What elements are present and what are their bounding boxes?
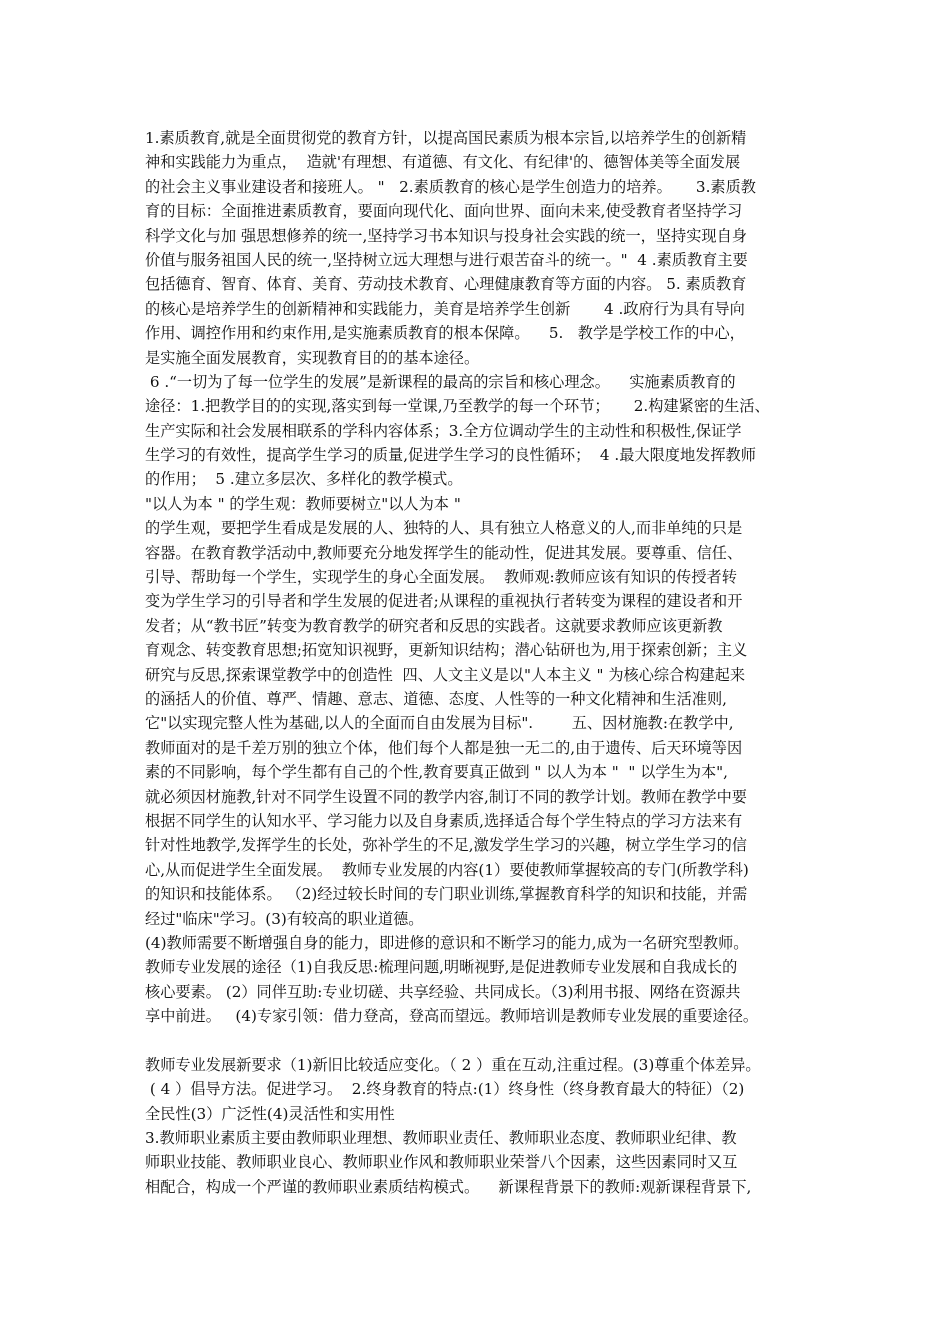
text-line: 是实施全面发展教育，实现教育目的的基本途径。: [145, 348, 480, 367]
text-line: 经过"临床"学习。(3)有较高的职业道德。: [145, 909, 424, 928]
text-line: "以人为本 " 的学生观：教师要树立"以人为本 ": [145, 494, 461, 513]
text-line: 作用、调控作用和约束作用,是实施素质教育的根本保障。 5. 教学是学校工作的中心，: [145, 324, 745, 343]
text-line: 发者；从“教书匠”转变为教育教学的研究者和反思的实践者。这就要求教师应该更新教: [145, 616, 723, 635]
text-line: 享中前进。 (4)专家引领：借力登高，登高而望远。教师培训是教师专业发展的重要途径。: [145, 1007, 759, 1026]
text-line: 研究与反思,探索课堂教学中的创造性 四、人文主义是以"人本主义 " 为核心综合构建起来: [145, 665, 746, 684]
text-line: 根据不同学生的认知水平、学习能力以及自身素质,选择适合每个学生特点的学习方法来有: [145, 811, 743, 830]
text-line: 神和实践能力为重点， 造就'有理想、有道德、有文化、有纪律'的、德智体美等全面发展: [145, 153, 741, 172]
text-line: 引导、帮助每一个学生，实现学生的身心全面发展。 教师观:教师应该有知识的传授者转: [145, 568, 737, 587]
text-line: 它"以实现完整人性为基础,以人的全面而自由发展为目标". 五、因材施教:在教学中,: [145, 714, 734, 733]
text-line: 容器。在教育教学活动中,教师要充分地发挥学生的能动性，促进其发展。要尊重、信任、: [145, 543, 743, 562]
text-line: 教师专业发展的途径（1)自我反思:梳理问题,明晰视野,是促进教师专业发展和自我成长的: [145, 958, 738, 977]
text-line: 育的目标：全面推进素质教育，要面向现代化、面向世界、面向未来,使受教育者坚持学习: [145, 202, 743, 221]
text-line: 就必须因材施教,针对不同学生设置不同的教学内容,制订不同的教学计划。教师在教学中要: [145, 787, 747, 806]
text-line: 全民性(3）广泛性(4)灵活性和实用性: [145, 1104, 395, 1123]
text-line: 的知识和技能体系。 （2)经过较长时间的专门职业训练,掌握教育科学的知识和技能，并需: [145, 885, 748, 904]
text-line: 的作用； 5 .建立多层次、多样化的教学模式。: [145, 470, 463, 489]
text-line: 1.素质教育,就是全面贯彻党的教育方针，以提高国民素质为根本宗旨,以培养学生的创新精: [145, 129, 747, 147]
text-line: 的社会主义事业建设者和接班人。 " 2.素质教育的核心是学生创造力的培养。 3.素质教: [145, 177, 756, 196]
text-line: 核心要素。 (2）同伴互助:专业切磋、共享经验、共同成长。（3)利用书报、网络在资源共: [145, 982, 741, 1001]
text-line: 价值与服务祖国人民的统一,坚持树立远大理想与进行艰苦奋斗的统一。" 4 .素质教育主要: [145, 250, 748, 269]
text-line: 途径：1.把教学目的的实现,落实到每一堂课,乃至教学的每一个环节； 2.构建紧密的生活、: [145, 397, 770, 416]
text-line: 生产实际和社会发展相联系的学科内容体系；3.全方位调动学生的主动性和积极性,保证学: [145, 421, 742, 440]
text-line: 针对性地教学,发挥学生的长处，弥补学生的不足,激发学生学习的兴趣，树立学生学习的信: [145, 836, 747, 855]
text-line: 心,从而促进学生全面发展。 教师专业发展的内容(1）要使教师掌握较高的专门(所教学科): [145, 860, 749, 879]
text-line: 的涵括人的价值、尊严、情趣、意志、道德、态度、人性等的一种文化精神和生活准则,: [145, 689, 727, 708]
text-line: 6 .“一切为了每一位学生的发展”是新课程的最高的宗旨和核心理念。 实施素质教育的: [145, 372, 736, 391]
text-line: (4)教师需要不断增强自身的能力，即进修的意识和不断学习的能力,成为一名研究型教师。: [145, 933, 749, 952]
text-line: 3.教师职业素质主要由教师职业理想、教师职业责任、教师职业态度、教师职业纪律、教: [145, 1129, 737, 1148]
blank-line: [145, 1028, 813, 1052]
text-line: 师职业技能、教师职业良心、教师职业作风和教师职业荣誉八个因素，这些因素同时又互: [145, 1153, 738, 1172]
text-line: 变为学生学习的引导者和学生发展的促进者;从课程的重视执行者转变为课程的建设者和开: [145, 592, 743, 611]
text-line: 的核心是培养学生的创新精神和实践能力，美育是培养学生创新 4 .政府行为具有导向: [145, 299, 745, 318]
text-line: 的学生观，要把学生看成是发展的人、独特的人、具有独立人格意义的人,而非单纯的只是: [145, 519, 743, 538]
text-line: 科学文化与加 强思想修养的统一,坚持学习书本知识与投身社会实践的统一，坚持实现自身: [145, 226, 747, 245]
text-line: 生学习的有效性，提高学生学习的质量,促进学生学习的良性循环； 4 .最大限度地发挥教师: [145, 446, 756, 465]
text-line: 育观念、转变教育思想;拓宽知识视野，更新知识结构；潜心钻研也为,用于探索创新；主义: [145, 641, 748, 660]
text-line: ( 4 ）倡导方法。促进学习。 2.终身教育的特点:(1）终身性（终身教育最大的特征）（2): [145, 1080, 745, 1099]
document-body: [145, 126, 813, 1199]
text-line: 素的不同影响，每个学生都有自己的个性,教育要真正做到 " 以人为本 " " 以学生为本",: [145, 763, 728, 782]
text-line: 教师专业发展新要求（1)新旧比较适应变化。（ 2 ）重在互动,注重过程。(3)尊重个体差异。: [145, 1055, 761, 1074]
text-line: 教师面对的是千差万别的独立个体，他们每个人都是独一无二的,由于遗传、后天环境等因: [145, 738, 743, 757]
text-line: 相配合，构成一个严谨的教师职业素质结构模式。 新课程背景下的教师:观新课程背景下,: [145, 1177, 752, 1196]
text-line: 包括德育、智育、体育、美育、劳动技术教育、心理健康教育等方面的内容。 5. 素质教育: [145, 275, 747, 294]
